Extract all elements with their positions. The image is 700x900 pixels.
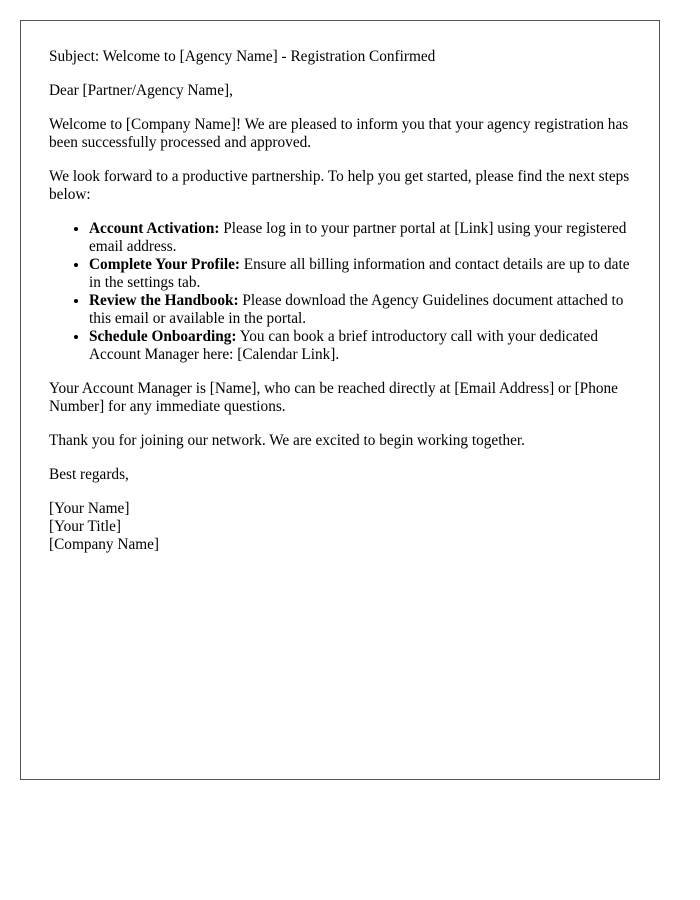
step-schedule-onboarding <box>89 328 631 364</box>
step-complete-profile <box>89 256 631 292</box>
letter-subject: Subject: Welcome to [Agency Name] - Registration Confirmed <box>49 48 436 65</box>
step-text: You can book a brief introductory call with your dedicated Account Manager here: [Calendar Link]. <box>89 328 598 363</box>
letter-intro: Welcome to [Company Name]! We are pleased to inform you that your agency registration has been successfully processed and approved. <box>49 116 629 151</box>
step-text: Please log in to your partner portal at [Link] using your registered email address. <box>89 220 627 255</box>
letter-thanks: Thank you for joining our network. We are excited to begin working together. <box>49 432 525 449</box>
letter-manager-info: Your Account Manager is [Name], who can be reached directly at [Email Address] or [Phone Number] for any immediate questions. <box>49 380 618 415</box>
signature-company: [Company Name] <box>49 536 160 553</box>
step-text: Ensure all billing information and contact details are up to date in the settings tab. <box>89 256 630 291</box>
signature-title: [Your Title] <box>49 518 121 535</box>
step-title: Complete Your Profile: <box>89 256 240 273</box>
step-account-activation <box>89 220 631 256</box>
step-title: Schedule Onboarding: <box>89 328 237 345</box>
letter-closing: Best regards, <box>49 466 129 483</box>
signature-block <box>49 500 631 554</box>
step-title: Account Activation: <box>89 220 220 237</box>
next-steps-list <box>49 220 631 364</box>
step-review-handbook <box>89 292 631 328</box>
step-text: Please download the Agency Guidelines document attached to this email or available in the portal. <box>89 292 624 327</box>
letter-page <box>20 20 660 780</box>
signature-name: [Your Name] <box>49 500 130 517</box>
letter-greeting: Dear [Partner/Agency Name], <box>49 82 233 99</box>
letter-next-steps-intro: We look forward to a productive partnership. To help you get started, please find the next steps below: <box>49 168 630 203</box>
step-title: Review the Handbook: <box>89 292 239 309</box>
